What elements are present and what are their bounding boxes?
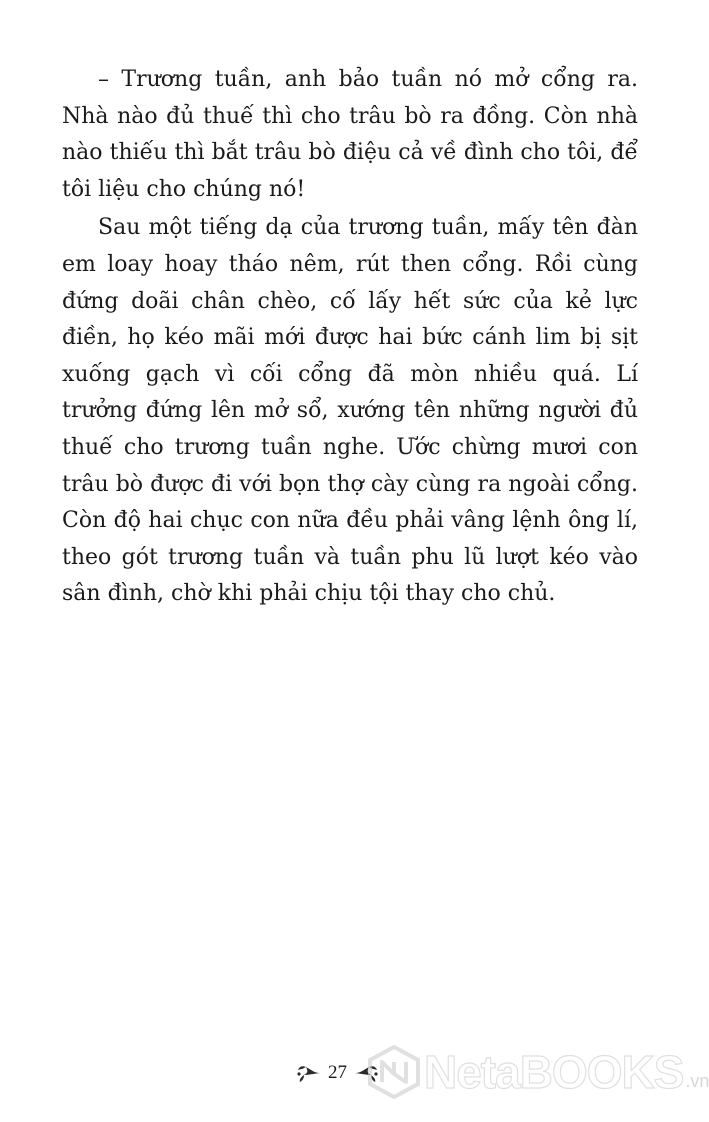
paragraph-dialogue: – Trương tuần, anh bảo tuần nó mở cổng ra. Nhà nào đủ thuế thì cho trâu bò ra đồng. Còn nhà nào thiếu thì bắt trâu bò điệu cả về đình cho tôi, để tôi liệu cho chúng nó! <box>62 67 638 202</box>
page-body-text <box>62 62 638 613</box>
watermark-brand-text: NetaBOOKS <box>424 1046 684 1098</box>
page-number: 27 <box>328 1062 347 1083</box>
netabooks-logo-icon <box>366 1044 422 1100</box>
leaf-ornament-left-icon <box>296 1063 322 1083</box>
watermark-domain-suffix: .vn <box>685 1070 709 1091</box>
netabooks-watermark <box>366 1044 709 1100</box>
paragraph-narration: Sau một tiếng dạ của trương tuần, mấy tên đàn em loay hoay tháo nêm, rút then cổng. Rồi cùng đứng doãi chân chèo, cố lấy hết sức của kẻ lực điền, họ kéo mãi mới được hai bức cánh lim bị sịt xuống gạch vì cối cổng đã mòn nhiều quá. Lí trưởng đứng lên mở sổ, xướng tên những người đủ thuế cho trương tuần nghe. Ước chừng mươi con trâu bò được đi với bọn thợ cày cùng ra ngoài cổng. Còn độ hai chục con nữa đều phải vâng lệnh ông lí, theo gót trương tuần và tuần phu lũ lượt kéo vào sân đình, chờ khi phải chịu tội thay cho chủ. <box>62 215 638 607</box>
